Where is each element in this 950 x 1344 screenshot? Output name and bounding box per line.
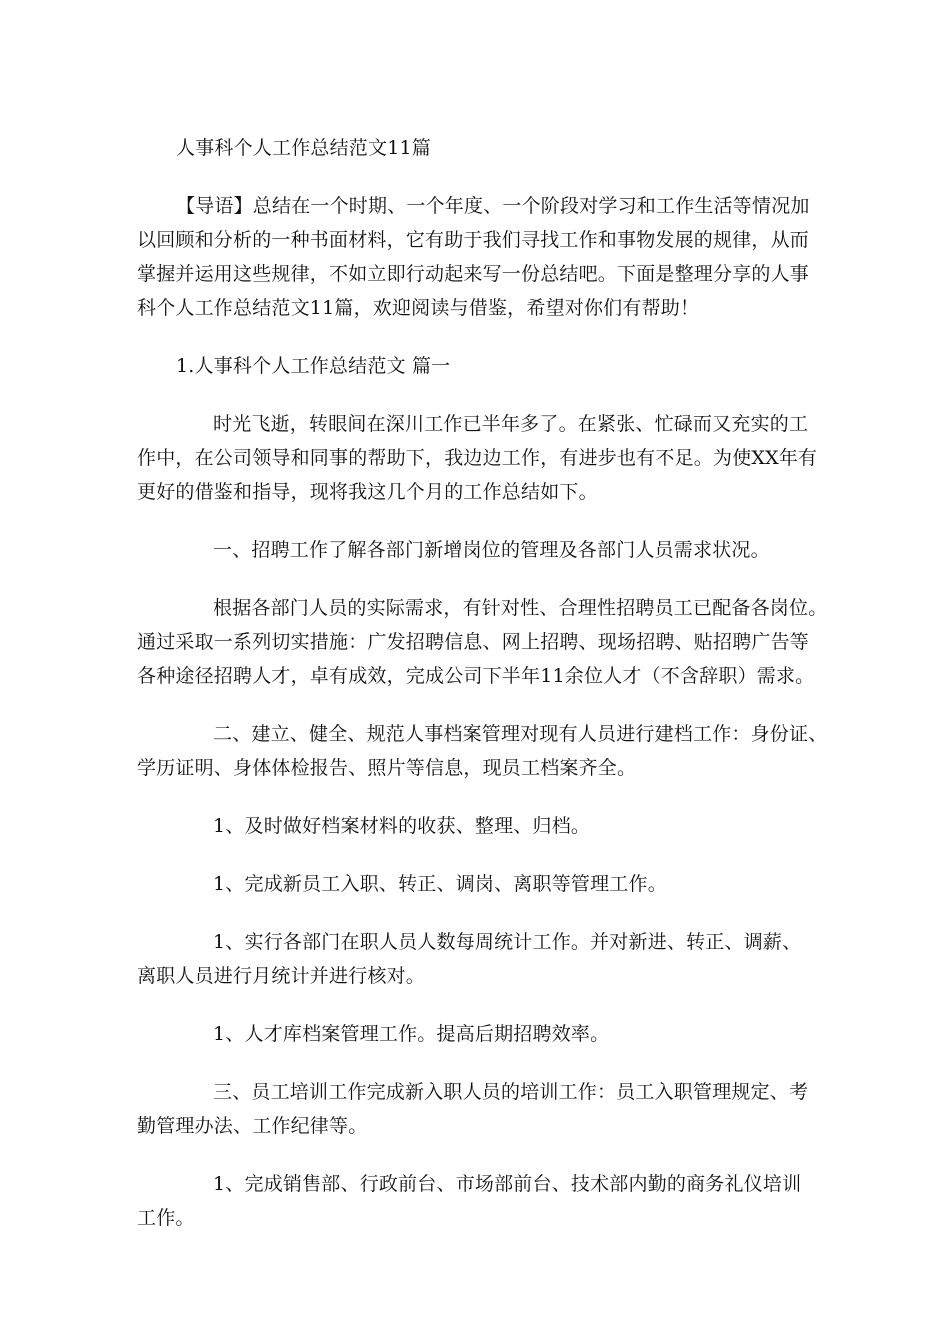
intro-line-2: 以回顾和分析的一种书面材料，它有助于我们寻找工作和事物发展的规律，从而: [137, 229, 810, 251]
paragraph-3-line-2: 通过采取一系列切实措施：广发招聘信息、网上招聘、现场招聘、贴招聘广告等: [137, 631, 810, 653]
paragraph-10-line-2: 工作。: [137, 1207, 195, 1229]
paragraph-9-line-2: 勤管理办法、工作纪律等。: [137, 1115, 368, 1137]
paragraph-8: 1、人才库档案管理工作。提高后期招聘效率。: [213, 1023, 610, 1045]
paragraph-2: 一、招聘工作了解各部门新增岗位的管理及各部门人员需求状况。: [213, 539, 770, 561]
paragraph-7-line-2: 离职人员进行月统计并进行核对。: [137, 965, 426, 987]
paragraph-3-line-3: 各种途径招聘人才，卓有成效，完成公司下半年11余位人才（不含辞职）需求。: [137, 665, 815, 687]
paragraph-4-line-1: 二、建立、健全、规范人事档案管理对现有人员进行建档工作：身份证、: [213, 723, 828, 745]
section-heading: 1.人事科个人工作总结范文 篇一: [176, 355, 451, 377]
paragraph-6: 1、完成新员工入职、转正、调岗、离职等管理工作。: [213, 873, 667, 895]
paragraph-7-line-1: 1、实行各部门在职人员人数每周统计工作。并对新进、转正、调薪、: [213, 931, 802, 953]
paragraph-1-line-2: 作中，在公司领导和同事的帮助下，我边边工作，有进步也有不足。为使XX年有: [137, 447, 818, 469]
intro-line-3: 掌握并运用这些规律，不如立即行动起来写一份总结吧。下面是整理分享的人事: [137, 263, 810, 285]
document-title: 人事科个人工作总结范文11篇: [176, 137, 431, 159]
paragraph-10-line-1: 1、完成销售部、行政前台、市场部前台、技术部内勤的商务礼仪培训: [213, 1173, 802, 1195]
paragraph-3-line-1: 根据各部门人员的实际需求，有针对性、合理性招聘员工已配备各岗位。: [213, 597, 828, 619]
paragraph-4-line-2: 学历证明、身体体检报告、照片等信息，现员工档案齐全。: [137, 757, 637, 779]
paragraph-1-line-1: 时光飞逝，转眼间在深川工作已半年多了。在紧张、忙碌而又充实的工: [213, 413, 809, 435]
paragraph-5: 1、及时做好档案材料的收获、整理、归档。: [213, 815, 591, 837]
intro-line-1: 【导语】总结在一个时期、一个年度、一个阶段对学习和工作生活等情况加: [176, 195, 810, 217]
intro-line-4: 科个人工作总结范文11篇，欢迎阅读与借鉴，希望对你们有帮助！: [137, 297, 700, 319]
paragraph-9-line-1: 三、员工培训工作完成新入职人员的培训工作：员工入职管理规定、考: [213, 1081, 809, 1103]
paragraph-1-line-3: 更好的借鉴和指导，现将我这几个月的工作总结如下。: [137, 481, 598, 503]
